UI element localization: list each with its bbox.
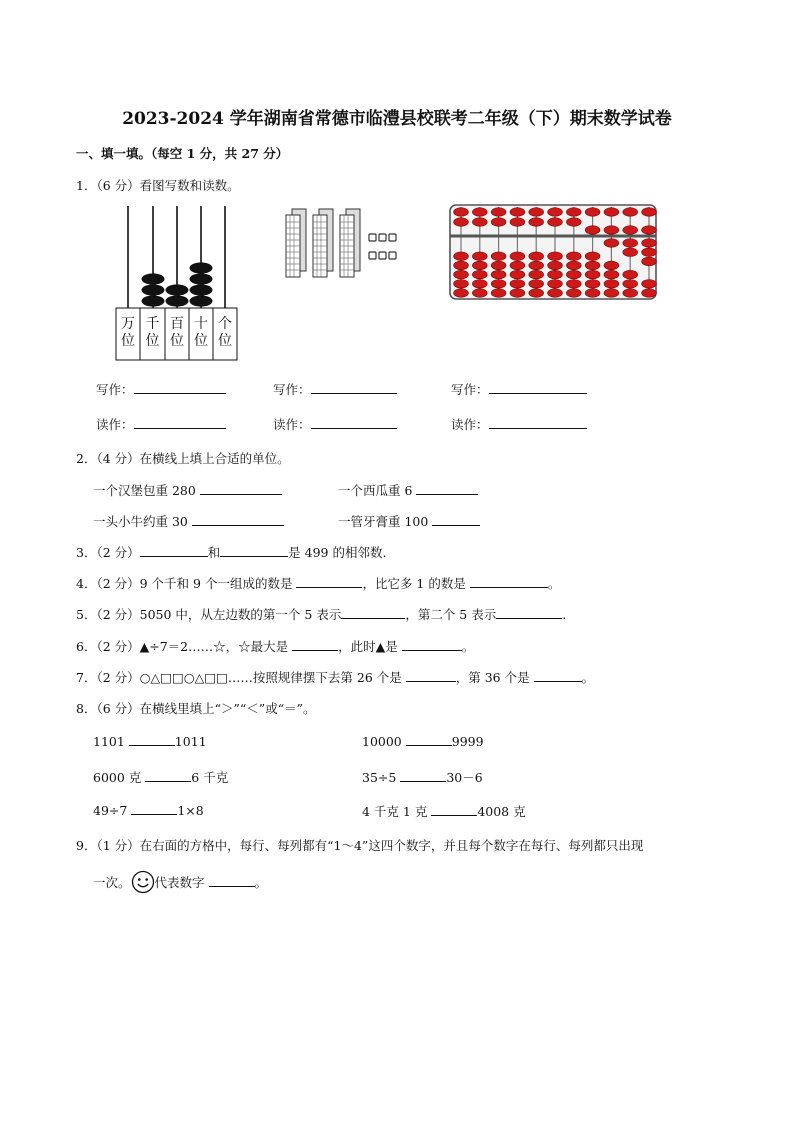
place-value-label: 万 bbox=[121, 316, 135, 332]
abacus-bead bbox=[510, 270, 525, 279]
answer-blank[interactable] bbox=[292, 638, 338, 651]
abacus-bead bbox=[190, 284, 213, 295]
answer-blank[interactable] bbox=[432, 513, 480, 526]
abacus-bead bbox=[454, 252, 469, 261]
abacus-bead bbox=[190, 273, 213, 284]
abacus-bead bbox=[472, 252, 487, 261]
question-3: 3．（2 分） 和 是 499 的相邻数. bbox=[76, 545, 387, 560]
abacus-bead bbox=[510, 261, 525, 270]
place-value-label: 个 bbox=[218, 316, 232, 332]
place-value-blocks-figure bbox=[280, 205, 405, 280]
answer-blank[interactable] bbox=[341, 606, 405, 619]
abacus-bead bbox=[548, 208, 563, 217]
abacus-bead bbox=[604, 226, 619, 235]
answer-blank[interactable] bbox=[220, 544, 288, 557]
abacus-bead bbox=[548, 270, 563, 279]
abacus-bead bbox=[585, 270, 600, 279]
abacus-bead bbox=[642, 257, 657, 266]
question-5: 5．（2 分）5050 中，从左边数的第一个 5 表示 ，第二个 5 表示 . bbox=[76, 607, 567, 622]
q8-compare: 35÷5 30－6 bbox=[362, 770, 483, 785]
q1-read-1: 读作： bbox=[96, 415, 226, 433]
abacus-bead bbox=[585, 289, 600, 298]
abacus-bead bbox=[566, 280, 581, 289]
abacus-bead bbox=[548, 261, 563, 270]
abacus-bead bbox=[454, 270, 469, 279]
abacus-bead bbox=[142, 284, 165, 295]
answer-blank[interactable] bbox=[311, 416, 397, 429]
abacus-bead bbox=[510, 280, 525, 289]
abacus-bead bbox=[166, 284, 189, 295]
abacus-bead bbox=[472, 280, 487, 289]
abacus-bead bbox=[166, 295, 189, 306]
abacus-bead bbox=[548, 289, 563, 298]
abacus-bead bbox=[491, 252, 506, 261]
abacus-bead bbox=[642, 280, 657, 289]
abacus-bead bbox=[548, 252, 563, 261]
abacus-bead bbox=[585, 226, 600, 235]
abacus-bead bbox=[454, 218, 469, 227]
answer-blank[interactable] bbox=[489, 381, 587, 394]
abacus-bead bbox=[491, 280, 506, 289]
question-7: 7．（2 分）○△□□○△□□……按照规律摆下去第 26 个是 ，第 36 个是 。 bbox=[76, 670, 595, 685]
abacus-bead bbox=[529, 218, 544, 227]
answer-blank[interactable] bbox=[416, 482, 478, 495]
abacus-bead bbox=[472, 270, 487, 279]
answer-blank[interactable] bbox=[145, 769, 191, 782]
abacus-bead bbox=[566, 270, 581, 279]
place-value-label: 百 bbox=[170, 316, 184, 332]
answer-blank[interactable] bbox=[192, 513, 284, 526]
answer-blank[interactable] bbox=[534, 669, 582, 682]
abacus-bead bbox=[566, 218, 581, 227]
answer-blank[interactable] bbox=[400, 769, 446, 782]
q8-compare: 6000 克 6 千克 bbox=[93, 770, 229, 785]
abacus-bead bbox=[510, 218, 525, 227]
abacus-bead bbox=[566, 261, 581, 270]
abacus-bead bbox=[190, 262, 213, 273]
q8-compare: 1101 1011 bbox=[93, 734, 207, 749]
abacus-bead bbox=[604, 261, 619, 270]
question-9-line-2: 一次。 代表数字 。 bbox=[93, 870, 267, 894]
abacus-bead bbox=[623, 208, 638, 217]
abacus-bead bbox=[491, 208, 506, 217]
answer-blank[interactable] bbox=[129, 733, 175, 746]
abacus-bead bbox=[510, 208, 525, 217]
answer-blank[interactable] bbox=[209, 874, 255, 887]
q1-write-3: 写作： bbox=[451, 380, 587, 398]
abacus-bead bbox=[604, 239, 619, 248]
answer-blank[interactable] bbox=[406, 733, 452, 746]
abacus-bead bbox=[548, 218, 563, 227]
abacus-bead bbox=[585, 208, 600, 217]
abacus-bead bbox=[491, 261, 506, 270]
q8-compare: 49÷7 1×8 bbox=[93, 803, 204, 818]
q1-write-1: 写作： bbox=[96, 380, 226, 398]
abacus-bead bbox=[623, 248, 638, 257]
page-title: 2023-2024 学年湖南省常德市临澧县校联考二年级（下）期末数学试卷 bbox=[122, 109, 672, 129]
abacus-bead bbox=[454, 261, 469, 270]
answer-blank[interactable] bbox=[296, 575, 362, 588]
abacus-bead bbox=[566, 289, 581, 298]
abacus-bead bbox=[510, 289, 525, 298]
place-value-label: 千 bbox=[145, 316, 160, 332]
answer-blank[interactable] bbox=[134, 381, 226, 394]
smiley-face-icon bbox=[131, 870, 155, 894]
counter-abacus-figure bbox=[110, 204, 250, 364]
answer-blank[interactable] bbox=[311, 381, 397, 394]
abacus-bead bbox=[142, 295, 165, 306]
abacus-bead bbox=[472, 289, 487, 298]
abacus-bead bbox=[642, 289, 657, 298]
abacus-bead bbox=[642, 208, 657, 217]
abacus-bead bbox=[623, 239, 638, 248]
place-value-label: 位 bbox=[145, 333, 160, 349]
answer-blank[interactable] bbox=[489, 416, 587, 429]
bead-abacus-figure bbox=[448, 203, 660, 301]
abacus-bead bbox=[604, 289, 619, 298]
q1-read-2: 读作： bbox=[273, 415, 397, 433]
abacus-bead bbox=[491, 218, 506, 227]
answer-blank[interactable] bbox=[496, 606, 562, 619]
q8-compare: 4 千克 1 克 4008 克 bbox=[362, 804, 526, 819]
abacus-bead bbox=[566, 208, 581, 217]
place-value-label: 位 bbox=[121, 333, 135, 349]
place-value-label: 十 bbox=[194, 316, 208, 332]
abacus-bead bbox=[604, 270, 619, 279]
question-4: 4．（2 分）9 个千和 9 个一组成的数是 ，比它多 1 的数是 。 bbox=[76, 576, 561, 591]
abacus-bead bbox=[454, 289, 469, 298]
answer-blank[interactable] bbox=[131, 802, 177, 815]
answer-blank[interactable] bbox=[140, 544, 208, 557]
abacus-bead bbox=[454, 208, 469, 217]
abacus-bead bbox=[491, 289, 506, 298]
answer-blank[interactable] bbox=[431, 803, 477, 816]
q2-item: 一个汉堡包重 280 bbox=[93, 481, 282, 499]
abacus-bead bbox=[604, 208, 619, 217]
answer-blank[interactable] bbox=[134, 416, 226, 429]
answer-blank[interactable] bbox=[200, 482, 282, 495]
abacus-bead bbox=[566, 252, 581, 261]
question-2-text: 2．（4 分）在横线上填上合适的单位。 bbox=[76, 451, 290, 466]
q2-item: 一头小牛约重 30 bbox=[93, 512, 284, 530]
section-heading: 一、填一填。（每空 1 分，共 27 分） bbox=[76, 146, 289, 161]
place-value-label: 位 bbox=[194, 333, 208, 349]
q2-item: 一个西瓜重 6 bbox=[338, 481, 478, 499]
abacus-bead bbox=[529, 289, 544, 298]
question-9-line-1: 9．（1 分）在右面的方格中，每行、每列都有“1～4”这四个数字，并且每个数字在每行、每列都只出现 bbox=[76, 838, 644, 853]
abacus-bead bbox=[642, 239, 657, 248]
answer-blank[interactable] bbox=[402, 638, 462, 651]
abacus-bead bbox=[623, 289, 638, 298]
q2-item: 一管牙膏重 100 bbox=[338, 512, 480, 530]
abacus-bead bbox=[529, 270, 544, 279]
abacus-bead bbox=[604, 280, 619, 289]
answer-blank[interactable] bbox=[470, 575, 548, 588]
abacus-bead bbox=[623, 280, 638, 289]
abacus-bead bbox=[472, 208, 487, 217]
abacus-bead bbox=[529, 208, 544, 217]
answer-blank[interactable] bbox=[406, 669, 456, 682]
place-value-label: 位 bbox=[170, 333, 184, 349]
abacus-bead bbox=[529, 261, 544, 270]
abacus-bead bbox=[623, 270, 638, 279]
place-value-label: 位 bbox=[218, 333, 232, 349]
question-6: 6．（2 分）▲÷7＝2……☆，☆最大是 ，此时▲是 。 bbox=[76, 639, 475, 654]
abacus-bead bbox=[491, 270, 506, 279]
abacus-bead bbox=[585, 261, 600, 270]
abacus-bead bbox=[454, 280, 469, 289]
q1-write-2: 写作： bbox=[273, 380, 397, 398]
question-1-text: 1．（6 分）看图写数和读数。 bbox=[76, 178, 240, 193]
abacus-bead bbox=[142, 273, 165, 284]
abacus-bead bbox=[190, 295, 213, 306]
abacus-bead bbox=[529, 280, 544, 289]
abacus-bead bbox=[642, 226, 657, 235]
abacus-bead bbox=[472, 261, 487, 270]
abacus-bead bbox=[548, 280, 563, 289]
abacus-bead bbox=[642, 248, 657, 257]
abacus-bead bbox=[585, 280, 600, 289]
abacus-bead bbox=[623, 226, 638, 235]
abacus-bead bbox=[472, 218, 487, 227]
q8-compare: 10000 9999 bbox=[362, 734, 484, 749]
abacus-bead bbox=[585, 252, 600, 261]
question-8-text: 8．（6 分）在横线里填上“＞”“＜”或“＝”。 bbox=[76, 701, 316, 716]
q1-read-3: 读作： bbox=[451, 415, 587, 433]
abacus-bead bbox=[529, 252, 544, 261]
abacus-bead bbox=[510, 252, 525, 261]
